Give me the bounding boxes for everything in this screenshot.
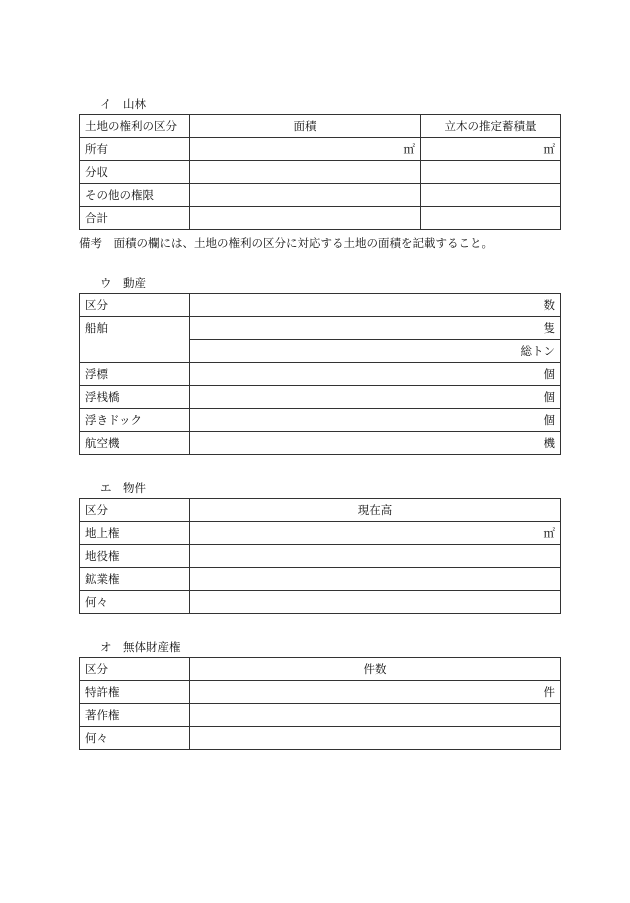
column-header-count: 数 [190,294,561,317]
column-header-count: 件数 [190,658,561,681]
unit-cell: 個 [190,409,561,432]
table-row [80,432,561,455]
column-header-category: 区分 [80,499,190,522]
value-cell [190,704,561,727]
value-cell [190,591,561,614]
table-row [80,184,561,207]
area-cell: ㎡ [190,138,421,161]
row-label: 特許権 [80,681,190,704]
timber-cell [421,184,561,207]
area-cell [190,161,421,184]
unit-cell: 機 [190,432,561,455]
table-row [80,386,561,409]
value-cell [190,727,561,750]
table-row [80,207,561,230]
row-label: 合計 [80,207,190,230]
table-header-row [80,658,561,681]
row-label: その他の権限 [80,184,190,207]
forest-table [79,114,561,230]
table-row [80,545,561,568]
row-label: 浮標 [80,363,190,386]
area-cell [190,184,421,207]
row-label: 浮桟橋 [80,386,190,409]
section-title-movable: ウ 動産 [100,276,146,290]
forest-note: 備考 面積の欄には、土地の権利の区分に対応する土地の面積を記載すること。 [79,236,493,250]
row-label: 浮きドック [80,409,190,432]
column-header-rights: 土地の権利の区分 [80,115,190,138]
table-row [80,681,561,704]
table-header-row [80,294,561,317]
unit-cell: 個 [190,386,561,409]
unit-cell: 隻 [190,317,561,340]
table-row [80,591,561,614]
column-header-timber-volume: 立木の推定蓄積量 [421,115,561,138]
row-label: 地役権 [80,545,190,568]
value-cell: ㎡ [190,522,561,545]
row-label: 分収 [80,161,190,184]
unit-cell: 総トン [190,340,561,363]
section-title-property-rights: エ 物件 [100,481,146,495]
table-row [80,727,561,750]
row-label: 所有 [80,138,190,161]
timber-cell [421,207,561,230]
timber-cell [421,161,561,184]
table-row [80,409,561,432]
movable-table [79,293,561,455]
row-label: 著作権 [80,704,190,727]
row-label: 鉱業権 [80,568,190,591]
row-label: 何々 [80,727,190,750]
timber-cell: ㎡ [421,138,561,161]
value-cell: 件 [190,681,561,704]
property-rights-table [79,498,561,614]
table-row [80,317,561,340]
table-row [80,568,561,591]
value-cell [190,568,561,591]
row-label: 何々 [80,591,190,614]
table-header-row [80,115,561,138]
row-label: 地上権 [80,522,190,545]
row-label: 船舶 [80,317,190,363]
section-title-intangible: オ 無体財産権 [100,640,181,654]
area-cell [190,207,421,230]
table-row [80,522,561,545]
column-header-category: 区分 [80,658,190,681]
column-header-area: 面積 [190,115,421,138]
table-row [80,363,561,386]
table-row [80,138,561,161]
column-header-current-amount: 現在高 [190,499,561,522]
column-header-category: 区分 [80,294,190,317]
table-row [80,161,561,184]
row-label: 航空機 [80,432,190,455]
value-cell [190,545,561,568]
section-title-forest: イ 山林 [100,97,146,111]
intangible-table [79,657,561,750]
unit-cell: 個 [190,363,561,386]
table-row [80,704,561,727]
table-header-row [80,499,561,522]
